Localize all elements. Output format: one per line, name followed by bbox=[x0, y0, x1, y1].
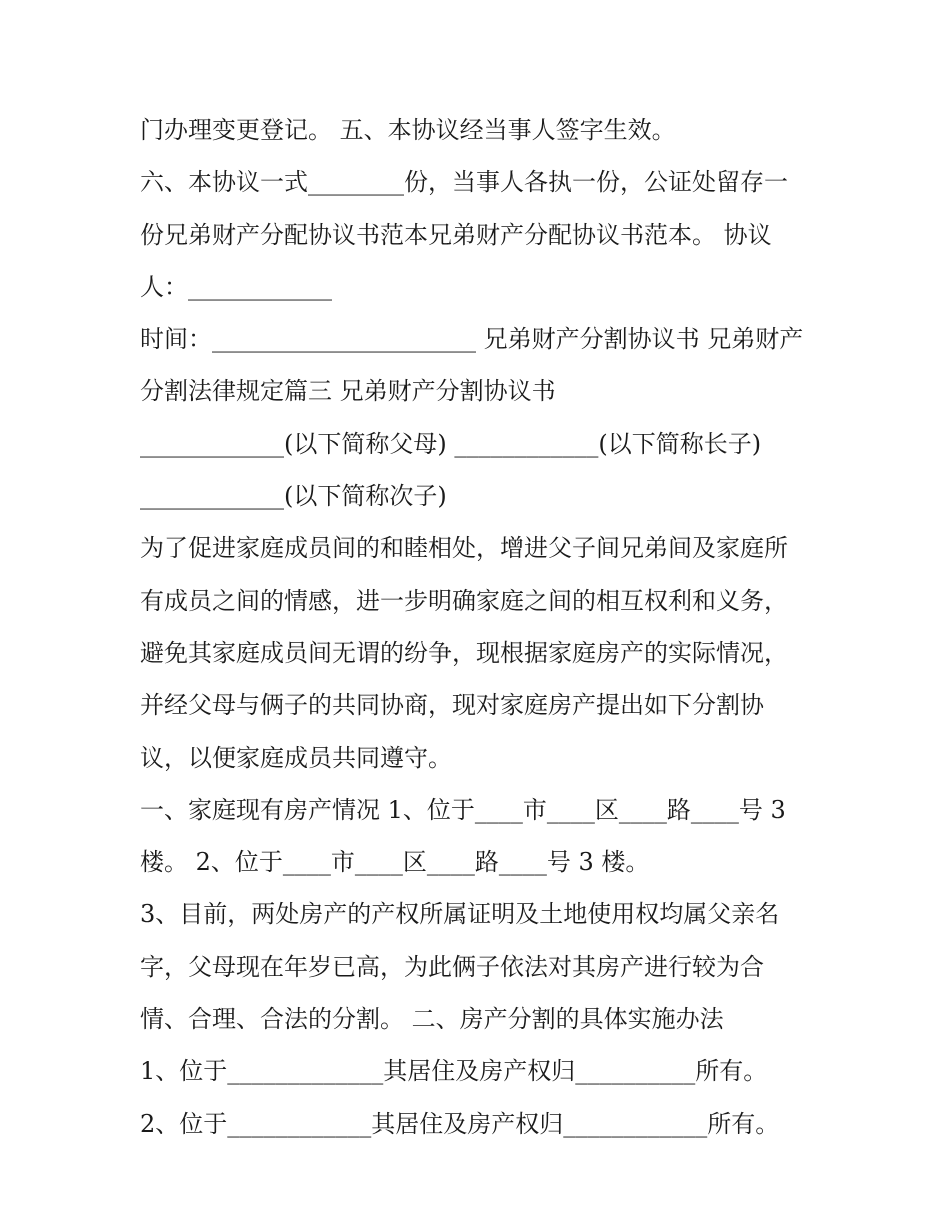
text-line: 3、目前，两处房产的产权所属证明及土地使用权均属父亲名 bbox=[140, 900, 780, 929]
document-body bbox=[140, 104, 830, 1150]
text-line: 人：____________ bbox=[140, 272, 332, 301]
text-line: 并经父母与俩子的共同协商，现对家庭房产提出如下分割协 bbox=[140, 691, 764, 720]
text-line: 分割法律规定篇三 兄弟财产分割协议书 bbox=[140, 377, 556, 406]
text-line: 字，父母现在年岁已高，为此俩子依法对其房产进行较为合 bbox=[140, 952, 764, 981]
text-line: 2、位于____________其居住及房产权归____________所有。 bbox=[140, 1109, 780, 1138]
text-line: 门办理变更登记。 五、本协议经当事人签字生效。 bbox=[140, 116, 676, 144]
text-line: 避免其家庭成员间无谓的纷争，现根据家庭房产的实际情况， bbox=[140, 638, 788, 667]
text-line: ____________(以下简称父母) ____________(以下简称长子) bbox=[140, 429, 762, 458]
text-line: 时间：______________________ 兄弟财产分割协议书 兄弟财产 bbox=[140, 325, 804, 354]
text-line: 为了促进家庭成员间的和睦相处，增进父子间兄弟间及家庭所 bbox=[140, 534, 788, 563]
text-line: ____________(以下简称次子) bbox=[140, 482, 447, 511]
text-line: 一、家庭现有房产情况 1、位于____市____区____路____号 3 bbox=[140, 795, 786, 824]
text-line: 六、本协议一式________份，当事人各执一份，公证处留存一 bbox=[140, 168, 788, 197]
text-line: 有成员之间的情感，进一步明确家庭之间的相互权利和义务， bbox=[140, 586, 788, 615]
text-line: 议，以便家庭成员共同遵守。 bbox=[140, 743, 452, 772]
text-line: 份兄弟财产分配协议书范本兄弟财产分配协议书范本。 协议 bbox=[140, 220, 772, 249]
text-line: 楼。 2、位于____市____区____路____号 3 楼。 bbox=[140, 848, 650, 877]
text-line: 情、合理、合法的分割。 二、房产分割的具体实施办法 bbox=[140, 1005, 724, 1034]
text-line: 1、位于_____________其居住及房产权归__________所有。 bbox=[140, 1057, 768, 1086]
